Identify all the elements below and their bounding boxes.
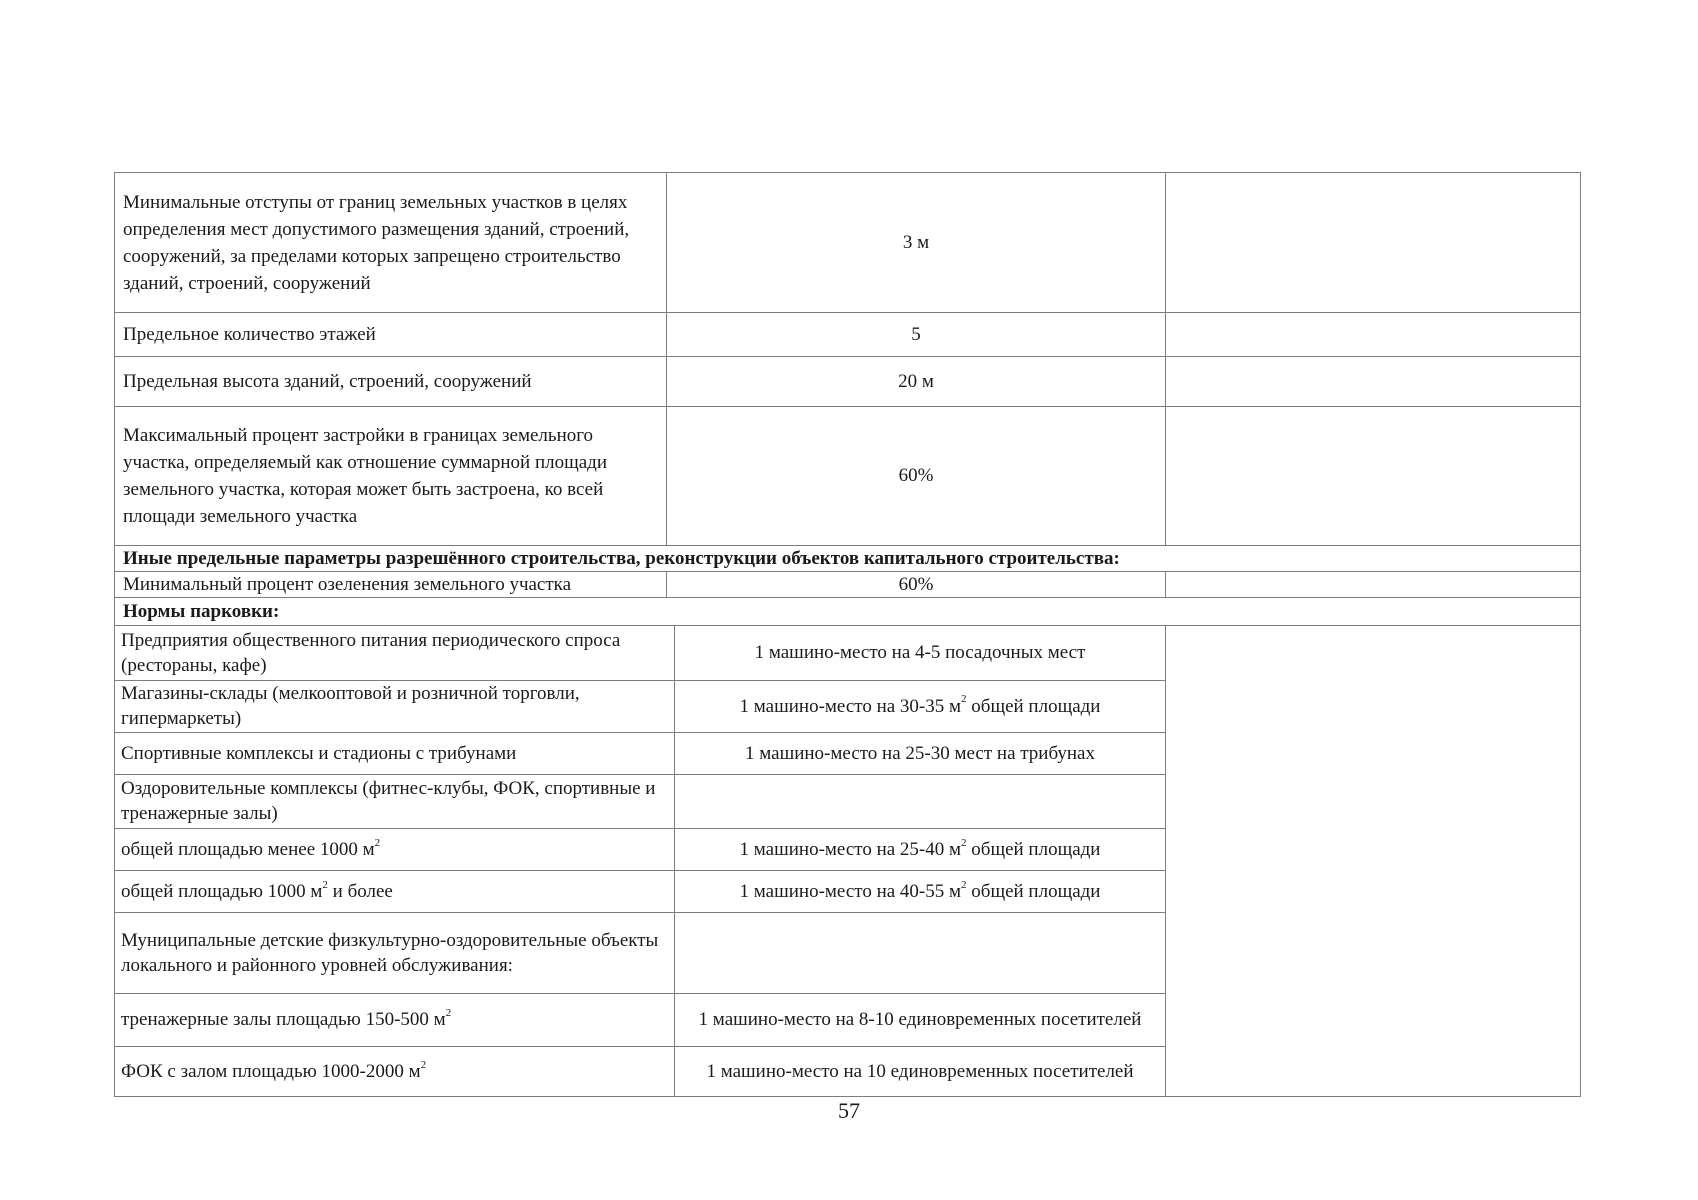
param-label: Предельное количество этажей bbox=[115, 313, 667, 356]
parking-value: 1 машино-место на 4-5 посадочных мест bbox=[675, 626, 1166, 680]
regulations-table bbox=[114, 172, 1581, 1097]
parking-label: Оздоровительные комплексы (фитнес-клубы, ФОК, спортивные и тренажерные залы) bbox=[115, 774, 675, 828]
label-sup: 2 bbox=[445, 1006, 452, 1019]
label-text: ФОК с залом площадью 1000-2000 м bbox=[121, 1060, 421, 1082]
param-label: Минимальный процент озеленения земельного участка bbox=[115, 572, 667, 598]
other-params-heading: Иные предельные параметры разрешённого строительства, реконструкции объектов капитального строительства: bbox=[115, 546, 1581, 572]
parking-label: Спортивные комплексы и стадионы с трибунами bbox=[115, 732, 675, 774]
table-row bbox=[115, 313, 1581, 356]
table-row bbox=[115, 356, 1581, 406]
empty-cell bbox=[1166, 313, 1581, 356]
parking-label bbox=[115, 993, 675, 1046]
section-heading-row bbox=[115, 598, 1581, 626]
parking-label bbox=[115, 1046, 675, 1096]
parking-value: 1 машино-место на 8-10 единовременных посетителей bbox=[675, 993, 1166, 1046]
parking-label: Магазины-склады (мелкооптовой и розничной торговли, гипермаркеты) bbox=[115, 680, 675, 732]
parking-value: 1 машино-место на 10 единовременных посетителей bbox=[675, 1046, 1166, 1096]
param-value: 20 м bbox=[667, 356, 1166, 406]
param-value: 60% bbox=[667, 406, 1166, 545]
parking-label bbox=[115, 871, 675, 913]
section-heading-row bbox=[115, 546, 1581, 572]
table-row bbox=[115, 406, 1581, 545]
label-text: и более bbox=[327, 881, 393, 903]
value-text: общей площади bbox=[966, 881, 1101, 903]
value-text: 1 машино-место на 40-55 м bbox=[739, 881, 962, 903]
parking-label bbox=[115, 829, 675, 871]
value-sup: 2 bbox=[961, 878, 967, 891]
value-sup: 2 bbox=[961, 693, 967, 706]
label-sup: 2 bbox=[322, 878, 328, 891]
empty-cell bbox=[1166, 572, 1581, 598]
parking-value: 1 машино-место на 25-30 мест на трибунах bbox=[675, 732, 1166, 774]
parking-value bbox=[675, 913, 1166, 993]
value-text: общей площади bbox=[966, 695, 1101, 717]
parking-label: Предприятия общественного питания периодического спроса (рестораны, кафе) bbox=[115, 626, 675, 680]
param-value: 5 bbox=[667, 313, 1166, 356]
label-text: тренажерные залы площадью 150-500 м bbox=[121, 1009, 446, 1031]
param-label: Минимальные отступы от границ земельных участков в целях определения мест допустимого размещения зданий, строений, сооружений, за пределами которых запрещено строительство зданий, строений, сооружений bbox=[115, 173, 667, 313]
param-label: Предельная высота зданий, строений, сооружений bbox=[115, 356, 667, 406]
empty-cell bbox=[1166, 356, 1581, 406]
parking-row bbox=[115, 626, 1581, 680]
param-label: Максимальный процент застройки в границах земельного участка, определяемый как отношение суммарной площади земельного участка, которая может быть застроена, ко всей площади земельного участка bbox=[115, 406, 667, 545]
table-row bbox=[115, 173, 1581, 313]
empty-cell bbox=[1166, 173, 1581, 313]
param-value: 60% bbox=[667, 572, 1166, 598]
label-sup: 2 bbox=[374, 836, 381, 849]
value-text: общей площади bbox=[966, 839, 1101, 861]
parking-label: Муниципальные детские физкультурно-оздоровительные объекты локального и районного уровней обслуживания: bbox=[115, 913, 675, 993]
parking-value bbox=[675, 680, 1166, 732]
value-sup: 2 bbox=[961, 836, 967, 849]
label-sup: 2 bbox=[420, 1058, 427, 1071]
param-value: 3 м bbox=[667, 173, 1166, 313]
value-text: 1 машино-место на 25-40 м bbox=[739, 839, 962, 861]
parking-value bbox=[675, 774, 1166, 828]
value-text: 1 машино-место на 30-35 м bbox=[739, 695, 962, 717]
parking-heading: Нормы парковки: bbox=[115, 598, 1581, 626]
page-number: 57 bbox=[838, 1098, 860, 1123]
empty-cell bbox=[1166, 626, 1581, 1097]
parking-value bbox=[675, 871, 1166, 913]
label-text: общей площадью менее 1000 м bbox=[121, 839, 375, 861]
label-text: общей площадью 1000 м bbox=[121, 881, 323, 903]
empty-cell bbox=[1166, 406, 1581, 545]
table-row bbox=[115, 572, 1581, 598]
parking-value bbox=[675, 829, 1166, 871]
